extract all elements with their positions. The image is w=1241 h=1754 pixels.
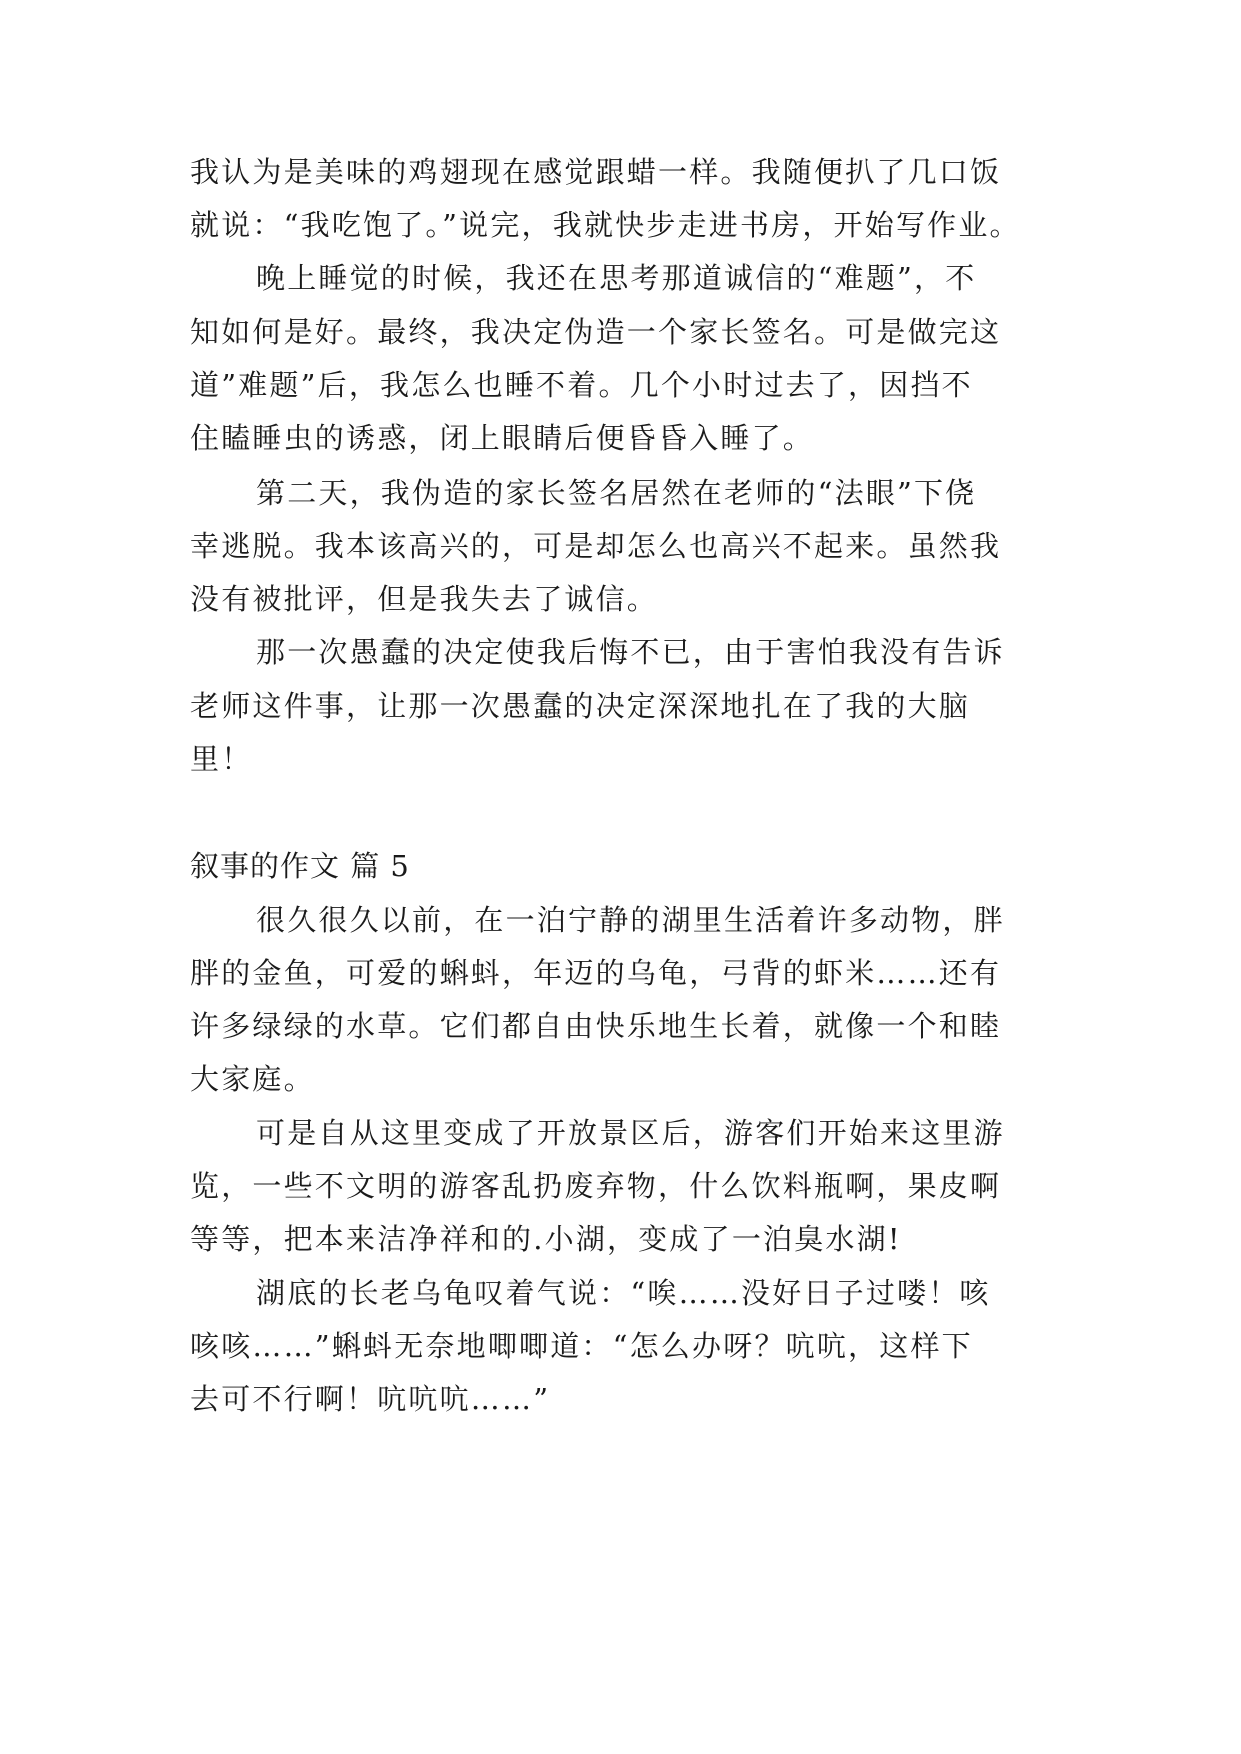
paragraph-line: 道”难题”后，我怎么也睡不着。几个小时过去了，因挡不 bbox=[190, 368, 973, 402]
paragraph-line: 住瞌睡虫的诱惑，闭上眼睛后便昏昏入睡了。 bbox=[190, 421, 815, 455]
paragraph-first-line: 那一次愚蠢的决定使我后悔不已，由于害怕我没有告诉 bbox=[256, 635, 1005, 669]
paragraph-first-line: 可是自从这里变成了开放景区后，游客们开始来这里游 bbox=[256, 1116, 1005, 1150]
paragraph-line: 等等，把本来洁净祥和的.小湖，变成了一泊臭水湖! bbox=[190, 1222, 902, 1256]
paragraph-line: 我认为是美味的鸡翅现在感觉跟蜡一样。我随便扒了几口饭 bbox=[190, 155, 1002, 189]
paragraph-line: 知如何是好。最终，我决定伪造一个家长签名。可是做完这 bbox=[190, 315, 1002, 349]
paragraph-line: 览，一些不文明的游客乱扔废弃物，什么饮料瓶啊，果皮啊 bbox=[190, 1169, 1002, 1203]
paragraph-line: 许多绿绿的水草。它们都自由快乐地生长着，就像一个和睦 bbox=[190, 1009, 1002, 1043]
paragraph-line: 胖的金鱼，可爱的蝌蚪，年迈的乌龟，弓背的虾米……还有 bbox=[190, 956, 1002, 990]
paragraph-line: 幸逃脱。我本该高兴的，可是却怎么也高兴不起来。虽然我 bbox=[190, 529, 1002, 563]
paragraph-first-line: 湖底的长老乌龟叹着气说：“唉……没好日子过喽！咳 bbox=[256, 1276, 991, 1310]
paragraph-line: 没有被批评，但是我失去了诚信。 bbox=[190, 582, 659, 616]
paragraph-line: 老师这件事，让那一次愚蠢的决定深深地扎在了我的大脑 bbox=[190, 689, 971, 723]
paragraph-line: 咳咳……”蝌蚪无奈地唧唧道：“怎么办呀？吭吭，这样下 bbox=[190, 1329, 973, 1363]
section-heading: 叙事的作文 篇 5 bbox=[190, 849, 410, 883]
paragraph-line: 去可不行啊！吭吭吭……” bbox=[190, 1382, 551, 1416]
paragraph-first-line: 晚上睡觉的时候，我还在思考那道诚信的“难题”，不 bbox=[256, 261, 977, 295]
paragraph-line: 就说：“我吃饱了。”说完，我就快步走进书房，开始写作业。 bbox=[190, 208, 1021, 242]
paragraph-first-line: 第二天，我伪造的家长签名居然在老师的“法眼”下侥 bbox=[256, 476, 977, 510]
paragraph-line: 大家庭。 bbox=[190, 1062, 315, 1096]
paragraph-line: 里！ bbox=[190, 742, 253, 776]
paragraph-first-line: 很久很久以前，在一泊宁静的湖里生活着许多动物，胖 bbox=[256, 903, 1005, 937]
